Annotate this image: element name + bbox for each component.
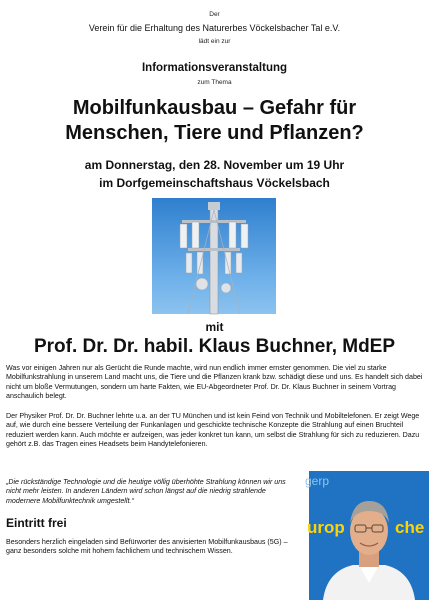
- event-title-line1: Mobilfunkausbau – Gefahr für: [72, 97, 357, 119]
- event-type: Informationsveranstaltung: [141, 62, 288, 74]
- der-label: Der: [209, 11, 220, 18]
- admission-text: Besonders herzlich eingeladen sind Befürworter des anvisierten Mobilfunkausbaus (5G) – ganz besonders solche mit hohem fachlichem und technischem Wissen.: [6, 538, 288, 556]
- speaker-quote: „Die rückständige Technologie und die heutige völlig überhöhte Strahlung können wir uns nicht mehr leisten. In anderen Ländern wird schon längst auf die niedrig strahlende modernere Mobilfunktechnik umgestellt.“: [6, 478, 286, 505]
- paragraph-speaker-bio: Der Physiker Prof. Dr. Dr. Buchner lehrte u.a. an der TU München und ist kein Feind von Technik und Mobiltelefonen. Er zeigt Wege auf, wie durch eine bessere Verteilung der Funkanlagen und geschickte technische Konzepte die Strahlung auf einen Bruchteil reduziert werden kann. Auch möchte er aufzeigen, was jeder konkret tun kann, um selbst die Strahlung für sich zu reduzieren. Dazu gehört z.B. das Tragen eines Headsets beim Handytelefonieren.: [6, 412, 420, 448]
- speaker-portrait-drawing: [305, 471, 429, 600]
- topic-label: zum Thema: [197, 79, 232, 86]
- cell-tower-image: [152, 198, 276, 314]
- banner-text-left: urop: [307, 518, 345, 537]
- organization-name: Verein für die Erhaltung des Naturerbes Vöckelsbacher Tal e.V.: [88, 23, 341, 33]
- banner-text-right: che: [395, 518, 425, 537]
- banner-text-top: gerp: [305, 474, 330, 488]
- event-title-line2: Menschen, Tiere und Pflanzen?: [65, 122, 364, 144]
- event-place: im Dorfgemeinschaftshaus Vöckelsbach: [99, 176, 330, 190]
- speaker-name: Prof. Dr. Dr. habil. Klaus Buchner, MdEP: [33, 336, 396, 357]
- invites-label: lädt ein zur: [198, 38, 231, 45]
- admission-label: Eintritt frei: [6, 516, 67, 530]
- speaker-photo: [305, 471, 429, 600]
- cell-tower-drawing: [152, 198, 276, 314]
- speaker-with: mit: [205, 320, 224, 334]
- paragraph-intro: Was vor einigen Jahren nur als Gerücht die Runde machte, wird nun endlich immer ernster genommen. Die viel zu starke Mobilfunkstrahlung in unserem Land macht uns, die Tiere und die Pflanzen krank bzw. schädigt diese und uns. Es handelt sich dabei nicht um bloße Vermutungen, sondern um harte Fakten, wie EU-Abgeordneter Prof. Dr. Dr. Klaus Buchner in seinem Vortrag anschaulich belegt.: [6, 364, 423, 400]
- event-date: am Donnerstag, den 28. November um 19 Uhr: [84, 158, 345, 172]
